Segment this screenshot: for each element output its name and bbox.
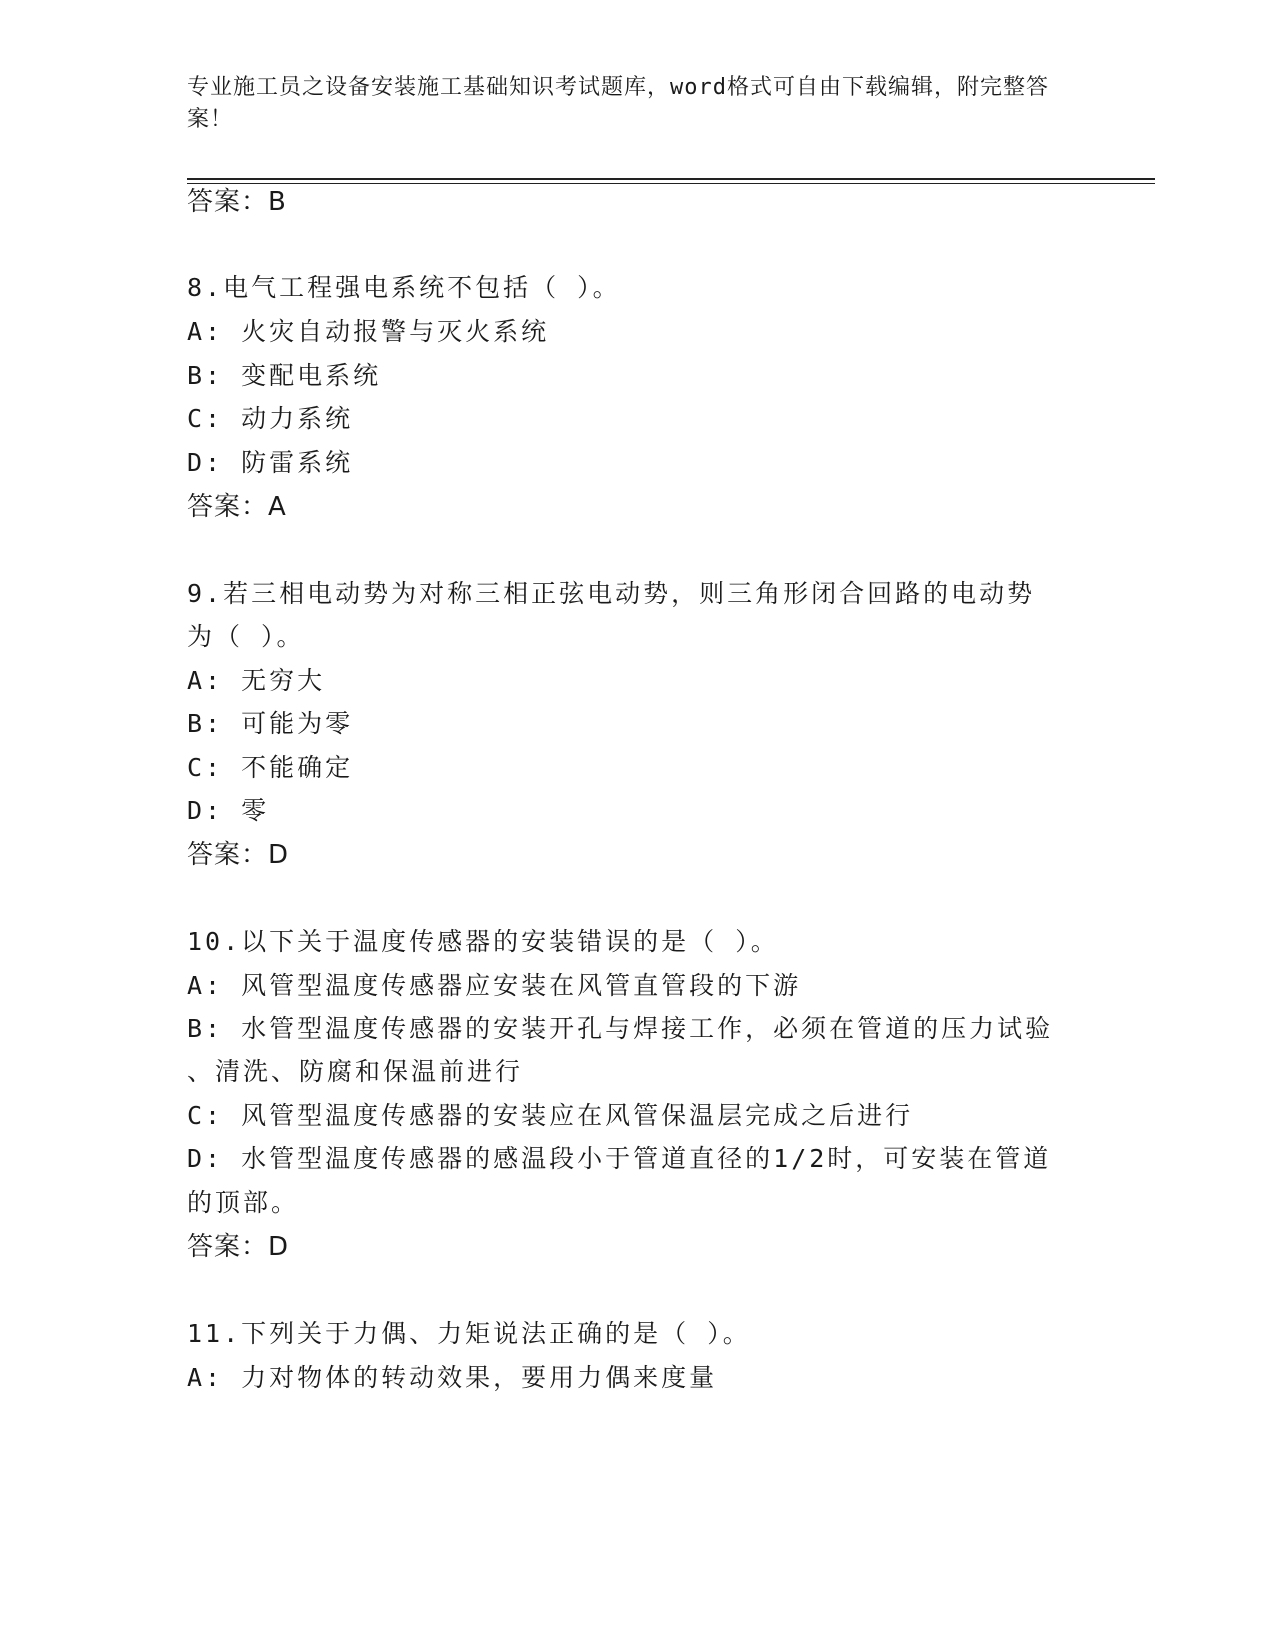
answer-q10: 答案：D [187,1232,290,1262]
question-11-stem: 11.下列关于力偶、力矩说法正确的是（ ）。 [187,1319,751,1348]
question-10-stem: 10.以下关于温度传感器的安装错误的是（ ）。 [187,927,779,956]
question-10-option-b-line-1: B: 水管型温度传感器的安装开孔与焊接工作，必须在管道的压力试验 [187,1014,1054,1043]
question-9-option-b: B: 可能为零 [187,709,354,738]
question-9-stem-line-1: 9.若三相电动势为对称三相正弦电动势，则三角形闭合回路的电动势 [187,579,1036,608]
question-9-stem-line-2: 为（ ）。 [187,622,305,651]
question-8-option-d: D: 防雷系统 [187,448,354,477]
header-rule-thick [187,178,1155,180]
answer-q7: 答案：B [187,187,287,217]
question-8-option-c: C: 动力系统 [187,404,354,433]
answer-q8: 答案：A [187,492,287,522]
question-11-option-a: A: 力对物体的转动效果，要用力偶来度量 [187,1363,718,1392]
question-10-option-c: C: 风管型温度传感器的安装应在风管保温层完成之后进行 [187,1101,914,1130]
question-8-stem: 8.电气工程强电系统不包括（ ）。 [187,273,621,302]
question-10-option-b-line-2: 、清洗、防腐和保温前进行 [187,1057,524,1086]
question-8-option-b: B: 变配电系统 [187,361,382,390]
answer-q9: 答案：D [187,840,290,870]
question-10-option-a: A: 风管型温度传感器应安装在风管直管段的下游 [187,971,802,1000]
question-10-option-d-line-1: D: 水管型温度传感器的感温段小于管道直径的1/2时，可安装在管道 [187,1144,1052,1173]
question-9-option-d: D: 零 [187,796,270,825]
question-8-option-a: A: 火灾自动报警与灭火系统 [187,317,550,346]
question-10-option-d-line-2: 的顶部。 [187,1188,300,1217]
question-9-option-c: C: 不能确定 [187,753,354,782]
document-header: 专业施工员之设备安装施工基础知识考试题库，word格式可自由下载编辑，附完整答案！ [187,75,1049,132]
question-9-option-a: A: 无穷大 [187,666,326,695]
header-rule-thin [187,183,1155,184]
